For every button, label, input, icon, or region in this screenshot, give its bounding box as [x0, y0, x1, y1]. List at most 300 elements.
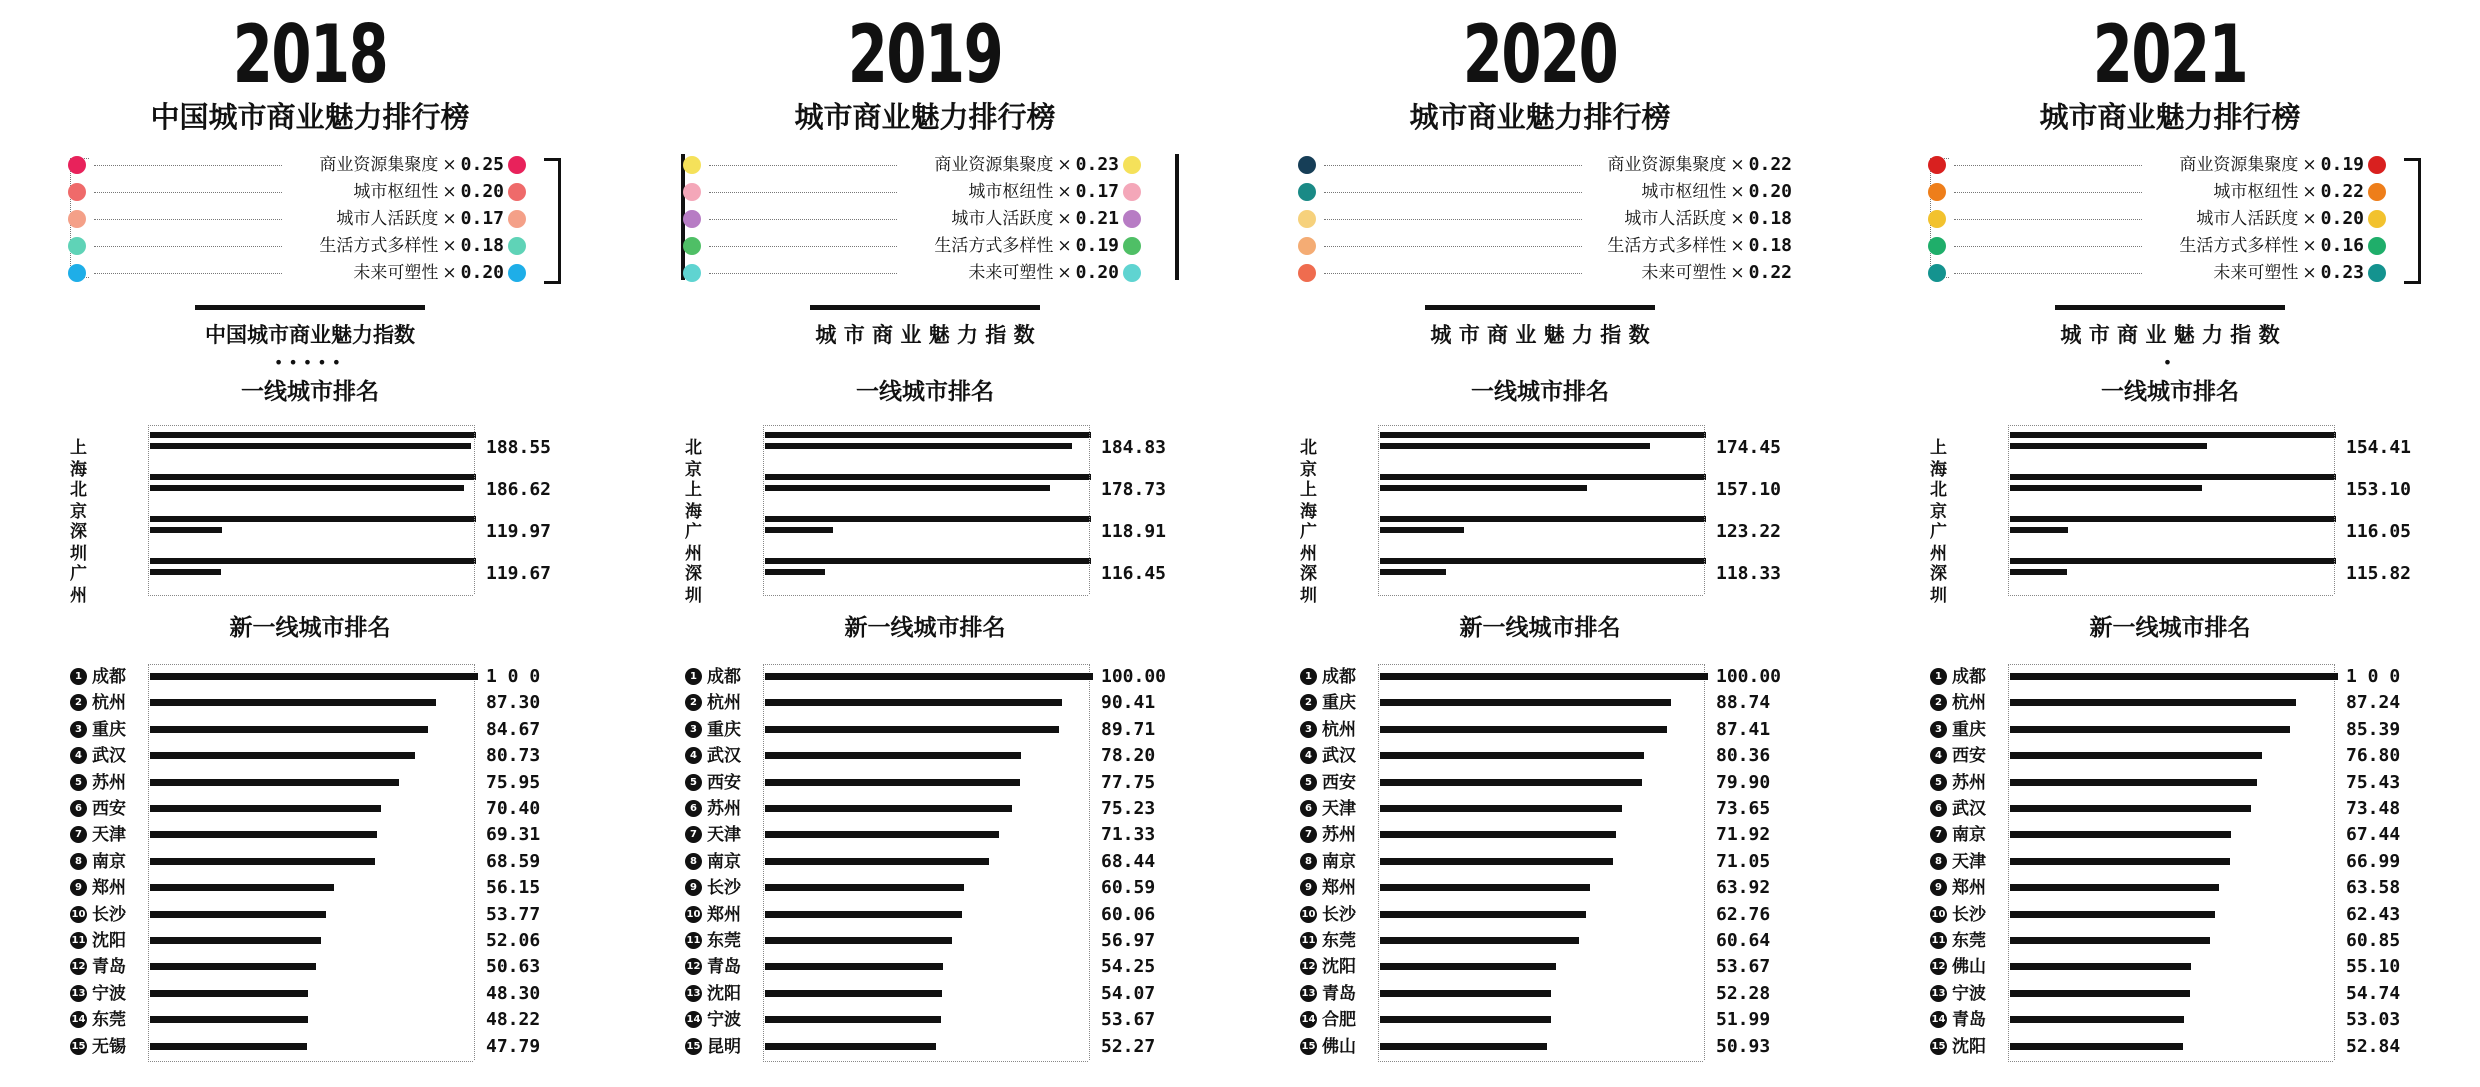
new-tier1-row — [1300, 796, 1830, 822]
new-tier1-row — [1300, 717, 1830, 743]
tier1-city: 上海 — [70, 438, 107, 480]
tier1-bar-total — [150, 474, 476, 480]
weight-dot — [1298, 210, 1316, 228]
weight-value: 0.22 — [1748, 262, 1792, 283]
new-tier1-bar — [1380, 990, 1551, 997]
rank-badge: 2 — [685, 694, 702, 711]
new-tier1-bar — [765, 726, 1059, 733]
new-tier1-row — [70, 796, 600, 822]
weight-row — [1930, 179, 2400, 206]
tier1-city: 深圳 — [1930, 564, 1967, 606]
tier1-value: 174.45 — [1716, 437, 1782, 458]
new-tier1-row — [1930, 743, 2460, 769]
weight-dot — [1298, 264, 1316, 282]
weight-name: 城市枢纽性 — [2213, 182, 2299, 202]
rank-badge: 4 — [685, 747, 702, 764]
weight-dot — [2368, 237, 2386, 255]
tier1-city: 深圳 — [685, 564, 722, 606]
weight-dot — [68, 183, 86, 201]
tier1-city: 广州 — [1930, 522, 1967, 564]
weight-name: 未来可塑性 — [353, 263, 439, 283]
new-tier1-bar — [1380, 805, 1622, 812]
weight-dot — [68, 210, 86, 228]
weight-name: 生活方式多样性 — [2179, 236, 2299, 256]
weight-row — [1300, 260, 1792, 287]
rank-badge: 10 — [1300, 906, 1317, 923]
weight-name: 城市枢纽性 — [968, 182, 1054, 202]
new-tier1-bar — [2010, 990, 2190, 997]
new-tier1-bar — [765, 963, 943, 970]
new-tier1-bar — [1380, 726, 1667, 733]
new-tier1-row — [685, 849, 1215, 875]
new-tier1-city: 合肥 — [1322, 1010, 1356, 1031]
year-panel-2020 — [1230, 0, 1850, 1087]
index-rule — [2055, 305, 2285, 310]
rank-badge: 1 — [685, 668, 702, 685]
tier1-bar-total — [1380, 474, 1706, 480]
weight-value: 0.18 — [1748, 235, 1792, 256]
rank-badge: 3 — [685, 721, 702, 738]
new-tier1-bar — [150, 911, 326, 918]
tier1-bar-excess — [765, 527, 833, 533]
new-tier1-bar — [765, 990, 942, 997]
weight-value: 0.20 — [460, 262, 504, 283]
new-tier1-bar — [765, 858, 989, 865]
weight-label — [968, 180, 1119, 204]
weight-row — [70, 260, 540, 287]
rank-badge: 11 — [70, 932, 87, 949]
new-tier1-value: 68.44 — [1101, 850, 1156, 872]
weight-leader — [94, 246, 282, 247]
weight-dot — [683, 183, 701, 201]
rank-badge: 10 — [70, 906, 87, 923]
new-tier1-city: 东莞 — [1322, 931, 1356, 951]
tier1-value: 116.45 — [1101, 563, 1167, 584]
new-tier1-city: 郑州 — [1322, 878, 1356, 899]
new-tier1-value: 67.44 — [2346, 824, 2401, 846]
weight-bracket — [544, 158, 561, 284]
new-tier1-city: 西安 — [1322, 772, 1356, 793]
year-title: 2020 — [1462, 8, 1618, 101]
new-tier1-value: 85.39 — [2346, 718, 2401, 740]
new-tier1-row — [1930, 770, 2460, 796]
new-tier1-value: 53.77 — [486, 903, 541, 925]
weight-value: 0.20 — [1075, 262, 1119, 283]
new-tier1-value: 53.67 — [1101, 1009, 1156, 1031]
year-title: 2019 — [847, 8, 1003, 101]
weight-multiplier: × — [2302, 155, 2317, 175]
new-tier1-row — [1300, 902, 1830, 928]
rank-badge: 12 — [685, 958, 702, 975]
weight-dot — [508, 183, 526, 201]
tier1-title: 一线城市排名 — [856, 379, 994, 405]
new-tier1-value: 68.59 — [486, 850, 541, 872]
weight-name: 未来可塑性 — [968, 263, 1054, 283]
new-tier1-row — [1300, 954, 1830, 980]
new-tier1-bar — [1380, 673, 1708, 680]
tier1-divider — [474, 425, 476, 594]
tier1-bar-excess — [150, 569, 221, 575]
new-tier1-value: 66.99 — [2346, 850, 2401, 872]
tier1-value: 123.22 — [1716, 521, 1782, 542]
new-tier1-bar — [765, 779, 1020, 786]
weight-name: 城市人活跃度 — [1624, 209, 1727, 229]
new-tier1-bar — [2010, 858, 2230, 865]
weight-label — [2213, 261, 2364, 285]
weight-value: 0.23 — [2320, 262, 2364, 283]
new-tier1-city: 苏州 — [1952, 772, 1986, 793]
new-tier1-row — [1930, 902, 2460, 928]
rank-badge: 5 — [70, 774, 87, 791]
year-title: 2018 — [232, 8, 388, 101]
new-tier1-row — [1930, 849, 2460, 875]
rank-badge: 7 — [685, 826, 702, 843]
new-tier1-bar — [150, 990, 308, 997]
tier1-bar-total — [150, 516, 476, 522]
rank-badge: 9 — [1930, 879, 1947, 896]
new-tier1-value: 79.90 — [1716, 771, 1771, 793]
rank-badge: 2 — [1300, 694, 1317, 711]
weight-leader — [709, 192, 897, 193]
weight-multiplier: × — [442, 182, 457, 202]
weight-dot — [508, 210, 526, 228]
weight-leader — [709, 165, 897, 166]
new-tier1-city: 重庆 — [1322, 693, 1356, 714]
tier1-value: 115.82 — [2346, 563, 2412, 584]
new-tier1-value: 77.75 — [1101, 771, 1156, 793]
weight-multiplier: × — [2302, 236, 2317, 256]
rank-badge: 12 — [1300, 958, 1317, 975]
new-tier1-city: 宁波 — [1952, 983, 1986, 1004]
tier1-divider — [1089, 425, 1091, 594]
weight-row — [685, 206, 1155, 233]
weight-value: 0.16 — [2320, 235, 2364, 256]
weight-value: 0.25 — [460, 154, 504, 175]
tier1-bar-total — [150, 432, 476, 438]
weight-dot — [1298, 156, 1316, 174]
new-tier1-value: 80.36 — [1716, 745, 1771, 767]
new-tier1-bar — [150, 1016, 308, 1023]
rank-badge: 5 — [685, 774, 702, 791]
weight-label — [968, 261, 1119, 285]
new-tier1-bar — [765, 805, 1012, 812]
weight-label — [319, 153, 504, 177]
new-tier1-bar — [150, 1043, 307, 1050]
tier1-city: 北京 — [1930, 480, 1967, 522]
rank-badge: 13 — [1930, 985, 1947, 1002]
new-tier1-bar — [1380, 699, 1671, 706]
new-tier1-city: 天津 — [707, 825, 741, 846]
weight-dot — [1123, 264, 1141, 282]
weight-name: 生活方式多样性 — [1607, 236, 1727, 256]
rank-badge: 6 — [1930, 800, 1947, 817]
weight-value: 0.23 — [1075, 154, 1119, 175]
new-tier1-city: 佛山 — [1952, 957, 1986, 978]
year-panel-2019 — [615, 0, 1235, 1087]
weight-multiplier: × — [1057, 263, 1072, 283]
new-tier1-city: 成都 — [707, 667, 741, 687]
new-tier1-row — [70, 902, 600, 928]
new-tier1-value: 75.43 — [2346, 771, 2401, 793]
new-tier1-row — [70, 928, 600, 954]
new-tier1-value: 1 0 0 — [2346, 666, 2401, 687]
weight-value: 0.18 — [460, 235, 504, 256]
weight-leader — [1324, 273, 1582, 274]
weight-leader — [709, 246, 897, 247]
new-tier1-row — [685, 717, 1215, 743]
new-tier1-city: 青岛 — [1322, 983, 1356, 1004]
weight-dot — [1298, 237, 1316, 255]
ranking-subtitle: 城市商业魅力排行榜 — [794, 100, 1056, 134]
weight-label — [2196, 207, 2364, 231]
new-tier1-city: 沈阳 — [92, 931, 126, 951]
new-tier1-bar — [765, 752, 1021, 759]
rank-badge: 3 — [70, 721, 87, 738]
rank-badge: 6 — [1300, 800, 1317, 817]
tier1-bar-excess — [150, 485, 464, 491]
new-tier1-city: 西安 — [1952, 746, 1986, 767]
weight-dot — [2368, 210, 2386, 228]
weight-legend — [1300, 152, 1830, 286]
weight-value: 0.20 — [1748, 181, 1792, 202]
weight-row — [685, 152, 1155, 179]
new-tier1-bar — [150, 937, 321, 944]
new-tier1-bar — [1380, 963, 1556, 970]
new-tier1-value: 84.67 — [486, 718, 541, 740]
weight-value: 0.22 — [2320, 181, 2364, 202]
tier1-city: 广州 — [70, 564, 107, 606]
tier1-bar-excess — [765, 485, 1050, 491]
weight-value: 0.22 — [1748, 154, 1792, 175]
rank-badge: 9 — [685, 879, 702, 896]
new-tier1-value: 48.22 — [486, 1009, 541, 1031]
new-tier1-row — [1300, 928, 1830, 954]
weight-leader — [1324, 165, 1582, 166]
weight-dot — [1123, 156, 1141, 174]
new-tier1-row — [685, 1007, 1215, 1033]
ranking-subtitle: 城市商业魅力排行榜 — [1409, 100, 1671, 134]
weight-label — [934, 153, 1119, 177]
weight-label — [1607, 234, 1792, 258]
weight-leader — [1324, 192, 1582, 193]
weight-legend — [70, 152, 600, 286]
rank-badge: 7 — [70, 826, 87, 843]
new-tier1-city: 沈阳 — [1952, 1036, 1986, 1057]
new-tier1-value: 87.24 — [2346, 692, 2401, 714]
new-tier1-bar — [765, 1043, 936, 1050]
new-tier1-value: 71.05 — [1716, 850, 1771, 872]
new-tier1-value: 63.58 — [2346, 877, 2401, 899]
new-tier1-bar — [2010, 752, 2262, 759]
new-tier1-value: 90.41 — [1101, 692, 1156, 714]
tier1-bar-excess — [1380, 485, 1587, 491]
rank-badge: 8 — [1930, 853, 1947, 870]
weight-bracket — [2404, 158, 2421, 284]
weight-value: 0.19 — [2320, 154, 2364, 175]
new-tier1-city: 无锡 — [92, 1036, 126, 1057]
tier1-bar-excess — [1380, 569, 1446, 575]
new-tier1-city: 宁波 — [92, 983, 126, 1004]
weight-leader — [1324, 246, 1582, 247]
new-tier1-value: 89.71 — [1101, 718, 1156, 740]
weight-dot — [1928, 264, 1946, 282]
weight-dot — [508, 264, 526, 282]
weight-dot — [683, 237, 701, 255]
rank-badge: 10 — [1930, 906, 1947, 923]
new-tier1-city: 杭州 — [1952, 693, 1986, 714]
new-tier1-city: 南京 — [707, 851, 741, 872]
index-dots: • — [2162, 353, 2178, 372]
weight-dot — [683, 264, 701, 282]
weight-label — [353, 261, 504, 285]
weight-value: 0.19 — [1075, 235, 1119, 256]
tier1-value: 188.55 — [486, 437, 552, 458]
new-tier1-city: 南京 — [1952, 825, 1986, 846]
weight-leader — [94, 219, 282, 220]
weight-dot — [68, 264, 86, 282]
tier1-bar-total — [765, 432, 1091, 438]
tier1-city: 北京 — [1300, 438, 1337, 480]
tier1-title: 一线城市排名 — [1471, 379, 1609, 405]
new-tier1-value: 52.28 — [1716, 982, 1771, 1004]
tier1-bar-excess — [150, 527, 222, 533]
new-tier1-bar — [150, 752, 415, 759]
weight-dot — [683, 210, 701, 228]
weight-leader — [1954, 273, 2142, 274]
weight-row — [685, 233, 1155, 260]
new-tier1-value: 60.06 — [1101, 903, 1156, 925]
new-tier1-bar — [1380, 858, 1613, 865]
new-tier1-city: 青岛 — [707, 957, 741, 978]
rank-badge: 2 — [1930, 694, 1947, 711]
new-tier1-bar — [150, 673, 478, 680]
weight-row — [1300, 179, 1792, 206]
weight-value: 0.17 — [1075, 181, 1119, 202]
weight-name: 商业资源集聚度 — [934, 155, 1054, 175]
new-tier1-title: 新一线城市排名 — [1459, 615, 1621, 641]
new-tier1-value: 71.33 — [1101, 824, 1156, 846]
weight-name: 商业资源集聚度 — [319, 155, 439, 175]
index-rule — [1425, 305, 1655, 310]
weight-multiplier: × — [2302, 263, 2317, 283]
tier1-divider — [2334, 425, 2336, 594]
new-tier1-city: 沈阳 — [1322, 957, 1356, 978]
new-tier1-row — [1930, 822, 2460, 848]
tier1-bar-excess — [1380, 443, 1650, 449]
index-title: 城 市 商 业 魅 力 指 数 — [2060, 323, 2280, 347]
rank-badge: 7 — [1930, 826, 1947, 843]
new-tier1-row — [1930, 875, 2460, 901]
new-tier1-row — [685, 875, 1215, 901]
weight-name: 商业资源集聚度 — [2179, 155, 2299, 175]
new-tier1-city: 东莞 — [1952, 931, 1986, 951]
weight-dot — [1123, 210, 1141, 228]
tier1-city: 广州 — [1300, 522, 1337, 564]
tier1-city: 北京 — [70, 480, 107, 522]
new-tier1-row — [1300, 1007, 1830, 1033]
weight-label — [2179, 234, 2364, 258]
weight-dot — [508, 237, 526, 255]
rank-badge: 10 — [685, 906, 702, 923]
new-tier1-bar — [1380, 831, 1616, 838]
new-tier1-city: 成都 — [92, 667, 126, 687]
new-tier1-value: 87.41 — [1716, 718, 1771, 740]
new-tier1-bar — [765, 1016, 941, 1023]
new-tier1-title: 新一线城市排名 — [844, 615, 1006, 641]
new-tier1-row — [1930, 954, 2460, 980]
new-tier1-value: 75.95 — [486, 771, 541, 793]
weight-row — [70, 206, 540, 233]
weight-value: 0.20 — [460, 181, 504, 202]
new-tier1-city: 杭州 — [1322, 719, 1356, 740]
weight-dot — [2368, 264, 2386, 282]
new-tier1-row — [1930, 928, 2460, 954]
new-tier1-bar — [2010, 884, 2219, 891]
weight-row — [70, 152, 540, 179]
new-tier1-bar — [150, 805, 381, 812]
new-tier1-row — [1930, 664, 2460, 690]
new-tier1-row — [1930, 1007, 2460, 1033]
new-tier1-bar — [1380, 779, 1642, 786]
weight-multiplier: × — [1057, 236, 1072, 256]
weight-label — [319, 234, 504, 258]
new-tier1-row — [1930, 796, 2460, 822]
new-tier1-value: 52.06 — [486, 930, 541, 951]
new-tier1-city: 沈阳 — [707, 983, 741, 1004]
new-tier1-value: 54.25 — [1101, 956, 1156, 978]
new-tier1-value: 76.80 — [2346, 745, 2401, 767]
new-tier1-row — [1300, 1034, 1830, 1060]
weight-leader — [1324, 219, 1582, 220]
weight-name: 城市枢纽性 — [1641, 182, 1727, 202]
rank-badge: 11 — [685, 932, 702, 949]
index-title: 中国城市商业魅力指数 — [205, 323, 415, 347]
new-tier1-bar — [765, 884, 964, 891]
index-rule — [810, 305, 1040, 310]
weight-name: 未来可塑性 — [2213, 263, 2299, 283]
ranking-subtitle: 中国城市商业魅力排行榜 — [150, 100, 470, 134]
tier1-bar-total — [2010, 474, 2336, 480]
new-tier1-row — [1930, 981, 2460, 1007]
tier1-bar-total — [1380, 558, 1706, 564]
weight-value: 0.21 — [1075, 208, 1119, 229]
weight-name: 未来可塑性 — [1641, 263, 1727, 283]
new-tier1-row — [1930, 1034, 2460, 1060]
tier1-city: 深圳 — [70, 522, 107, 564]
tier1-bar-excess — [150, 443, 471, 449]
new-tier1-bar — [2010, 911, 2215, 918]
weight-dot — [1928, 210, 1946, 228]
rank-badge: 13 — [1300, 985, 1317, 1002]
weight-name: 城市人活跃度 — [336, 209, 439, 229]
new-tier1-city: 宁波 — [707, 1010, 741, 1031]
new-tier1-row — [685, 928, 1215, 954]
weight-leader — [1954, 192, 2142, 193]
tier1-bar-excess — [2010, 527, 2068, 533]
rank-badge: 3 — [1930, 721, 1947, 738]
weight-label — [353, 180, 504, 204]
weight-dot — [1928, 237, 1946, 255]
new-tier1-city: 苏州 — [707, 799, 741, 819]
new-tier1-value: 60.59 — [1101, 877, 1156, 899]
tier1-bar-excess — [2010, 443, 2207, 449]
rank-badge: 9 — [1300, 879, 1317, 896]
weight-row — [70, 179, 540, 206]
weight-label — [951, 207, 1119, 231]
weight-row — [685, 179, 1155, 206]
new-tier1-bar — [765, 831, 999, 838]
tier1-divider — [1704, 425, 1706, 594]
